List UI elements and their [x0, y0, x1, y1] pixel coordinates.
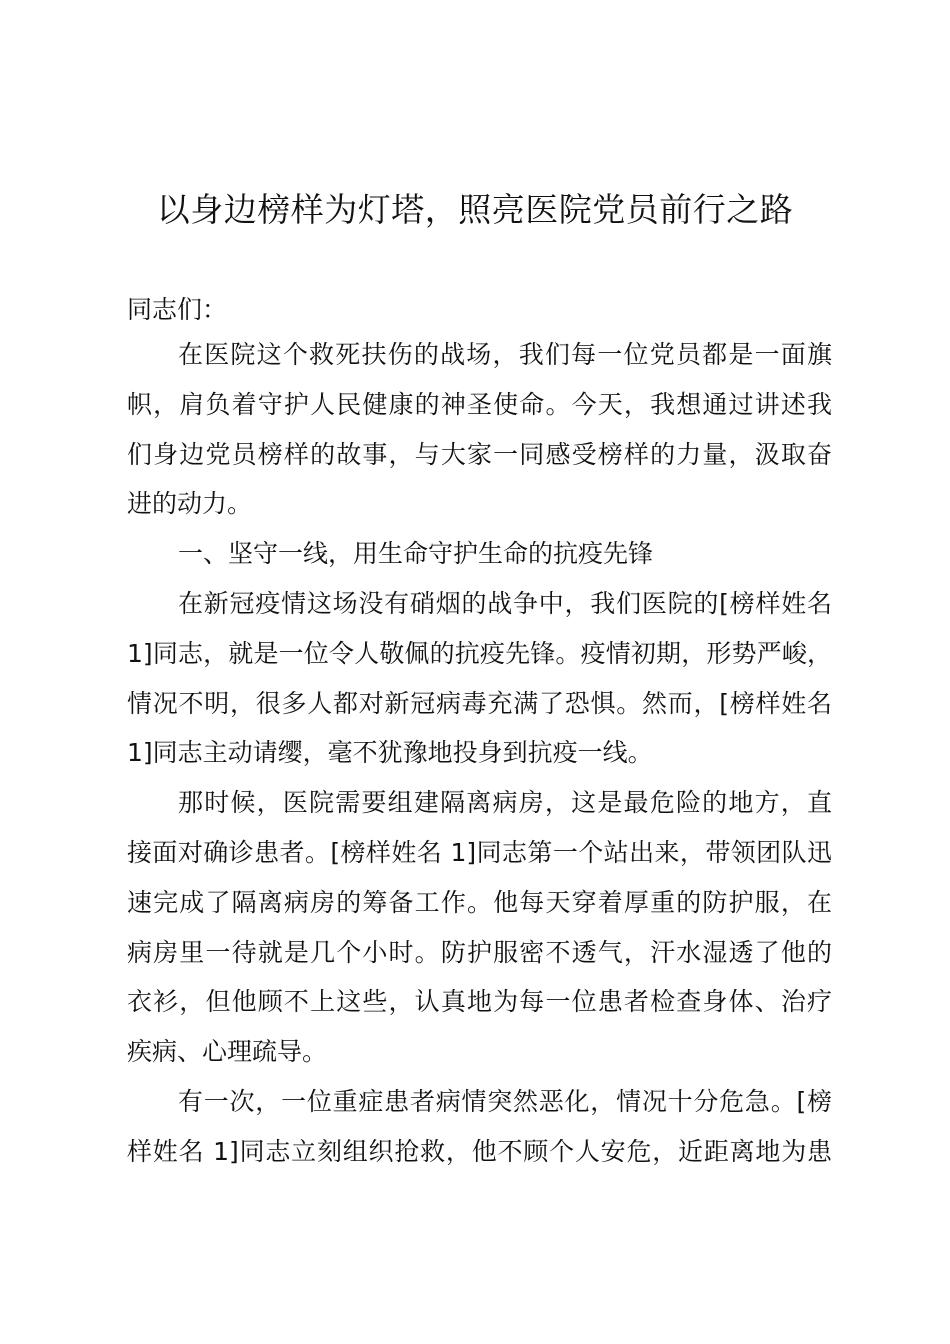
text-line: 情况不明，很多人都对新冠病毒充满了恐惧。然而，[榜样姓名: [127, 688, 832, 718]
text-line: 一、坚守一线，用生命守护生命的抗疫先锋: [178, 539, 654, 569]
paragraph: [127, 579, 832, 778]
text-line: 们身边党员榜样的故事，与大家一同感受榜样的力量，汲取奋: [127, 439, 832, 469]
text-line: 疾病、心理疏导。: [127, 1037, 328, 1067]
text-line: 帜，肩负着守护人民健康的神圣使命。今天，我想通过讲述我: [127, 389, 832, 419]
text-line: 病房里一待就是几个小时。防护服密不透气，汗水湿透了他的: [127, 937, 832, 967]
text-line: 1]同志主动请缨，毫不犹豫地投身到抗疫一线。: [127, 738, 653, 768]
paragraph: [127, 1077, 832, 1177]
text-line: 样姓名 1]同志立刻组织抢救，他不顾个人安危，近距离地为患: [127, 1136, 832, 1166]
text-line: 那时候，医院需要组建隔离病房，这是最危险的地方，直: [178, 788, 832, 818]
text-line: 速完成了隔离病房的筹备工作。他每天穿着厚重的防护服，在: [127, 887, 832, 917]
section-heading: [127, 529, 832, 579]
text-line: 接面对确诊患者。[榜样姓名 1]同志第一个站出来，带领团队迅: [127, 837, 832, 867]
paragraph: [127, 778, 832, 1077]
text-line: 有一次，一位重症患者病情突然恶化，情况十分危急。[榜: [178, 1086, 832, 1116]
greeting: 同志们：: [127, 295, 228, 324]
text-line: 在医院这个救死扶伤的战场，我们每一位党员都是一面旗: [178, 340, 832, 369]
document-body: [127, 330, 832, 1177]
text-line: 进的动力。: [127, 489, 253, 519]
text-line: 在新冠疫情这场没有硝烟的战争中，我们医院的[榜样姓名: [178, 588, 832, 618]
text-line: 衣衫，但他顾不上这些，认真地为每一位患者检查身体、治疗: [127, 987, 832, 1017]
paragraph-intro: [127, 330, 832, 529]
document-title: 以身边榜样为灯塔，照亮医院党员前行之路: [156, 190, 794, 229]
text-line: 1]同志，就是一位令人敬佩的抗疫先锋。疫情初期，形势严峻，: [127, 638, 832, 668]
